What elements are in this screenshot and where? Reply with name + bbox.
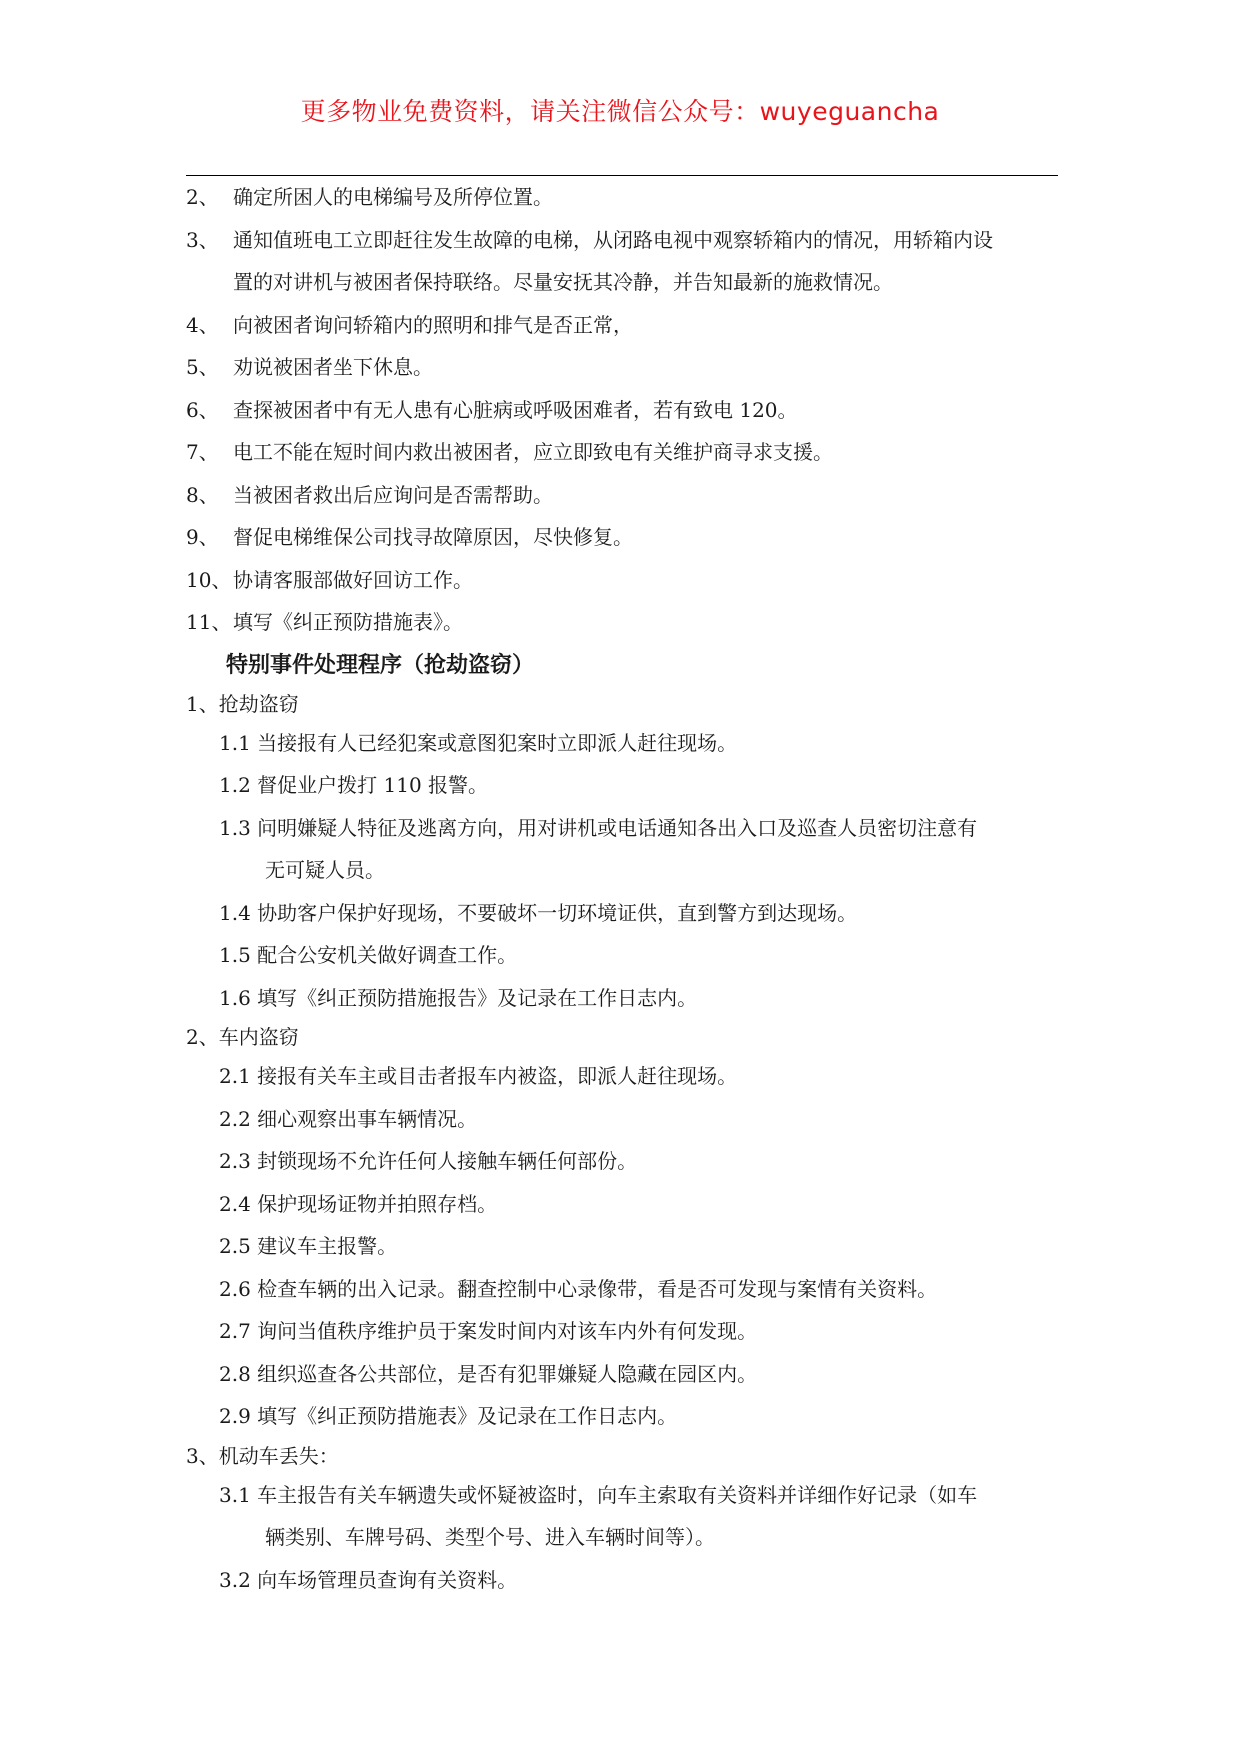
list-item bbox=[186, 431, 1058, 474]
sub-item: 1.4 协助客户保护好现场，不要破坏一切环境证供，直到警方到达现场。 bbox=[219, 900, 858, 925]
sub-item: 2.8 组织巡查各公共部位，是否有犯罪嫌疑人隐藏在园区内。 bbox=[219, 1361, 758, 1386]
list-item-number: 11、 bbox=[186, 610, 232, 634]
list-item-text: 劝说被困者坐下休息。 bbox=[233, 355, 433, 379]
list-item bbox=[186, 346, 1058, 389]
list-item-number: 2、 bbox=[186, 185, 219, 209]
sub-item: 2.7 询问当值秩序维护员于案发时间内对该车内外有何发现。 bbox=[219, 1319, 758, 1343]
list-item-number: 3、 bbox=[186, 227, 219, 252]
list-item-text: 向被困者询问轿箱内的照明和排气是否正常， bbox=[233, 312, 633, 337]
list-item-text: 填写《纠正预防措施表》。 bbox=[233, 610, 463, 634]
sub-item: 2.9 填写《纠正预防措施表》及记录在工作日志内。 bbox=[219, 1404, 678, 1428]
numbered-list bbox=[186, 176, 1058, 644]
list-item-number: 10、 bbox=[186, 567, 232, 592]
sub-item: 3.2 向车场管理员查询有关资料。 bbox=[219, 1567, 518, 1592]
sub-item: 1.3 问明嫌疑人特征及逃离方向，用对讲机或电话通知各出入口及巡查人员密切注意有 bbox=[219, 815, 978, 840]
section-title: 2、车内盗窃 bbox=[186, 1025, 299, 1049]
list-item bbox=[186, 304, 1058, 347]
list-item bbox=[186, 389, 1058, 432]
sub-item: 1.6 填写《纠正预防措施报告》及记录在工作日志内。 bbox=[219, 985, 698, 1010]
list-item bbox=[186, 601, 1058, 644]
section-title: 3、机动车丢失： bbox=[186, 1443, 339, 1468]
list-item-number: 6、 bbox=[186, 397, 219, 422]
document-body bbox=[186, 176, 1058, 1601]
sub-item: 2.5 建议车主报警。 bbox=[219, 1234, 398, 1258]
list-item-number: 5、 bbox=[186, 355, 219, 379]
sub-item: 2.4 保护现场证物并拍照存档。 bbox=[219, 1191, 498, 1216]
list-item-number: 9、 bbox=[186, 525, 219, 549]
list-item-number: 8、 bbox=[186, 482, 219, 507]
sub-item-continuation: 辆类别、车牌号码、类型个号、进入车辆时间等）。 bbox=[265, 1525, 715, 1549]
list-item-text: 通知值班电工立即赶往发生故障的电梯，从闭路电视中观察轿箱内的情况，用轿箱内设 bbox=[233, 227, 993, 252]
list-item bbox=[186, 219, 1058, 262]
list-item bbox=[186, 176, 1058, 219]
list-item-text: 确定所困人的电梯编号及所停位置。 bbox=[233, 185, 553, 209]
list-item bbox=[186, 516, 1058, 559]
sub-item: 2.2 细心观察出事车辆情况。 bbox=[219, 1106, 478, 1131]
list-item-number: 4、 bbox=[186, 312, 219, 337]
sub-item: 2.6 检查车辆的出入记录。翻查控制中心录像带，看是否可发现与案情有关资料。 bbox=[219, 1276, 938, 1301]
list-item-continuation: 置的对讲机与被困者保持联络。尽量安抚其冷静，并告知最新的施救情况。 bbox=[233, 270, 893, 294]
sub-item: 3.1 车主报告有关车辆遗失或怀疑被盗时，向车主索取有关资料并详细作好记录（如车 bbox=[219, 1482, 978, 1507]
sub-item: 2.1 接报有关车主或目击者报车内被盗，即派人赶往现场。 bbox=[219, 1064, 738, 1088]
list-item-text: 查探被困者中有无人患有心脏病或呼吸困难者，若有致电 120。 bbox=[233, 397, 798, 422]
section-heading: 特别事件处理程序（抢劫盗窃） bbox=[226, 652, 535, 678]
list-item bbox=[186, 559, 1058, 602]
procedure-sections bbox=[186, 686, 1058, 1602]
list-item-text: 督促电梯维保公司找寻故障原因，尽快修复。 bbox=[233, 525, 633, 549]
list-item bbox=[186, 474, 1058, 517]
sub-item: 1.5 配合公安机关做好调查工作。 bbox=[219, 943, 518, 967]
sub-item: 1.2 督促业户拨打 110 报警。 bbox=[219, 773, 489, 797]
section-title: 1、抢劫盗窃 bbox=[186, 691, 299, 716]
list-item-text: 协请客服部做好回访工作。 bbox=[233, 567, 473, 592]
promo-banner: 更多物业免费资料，请关注微信公众号：wuyeguancha bbox=[300, 97, 940, 126]
sub-item-continuation: 无可疑人员。 bbox=[265, 858, 385, 882]
list-item-number: 7、 bbox=[186, 440, 219, 464]
sub-item: 2.3 封锁现场不允许任何人接触车辆任何部份。 bbox=[219, 1149, 638, 1173]
list-item-text: 电工不能在短时间内救出被困者，应立即致电有关维护商寻求支援。 bbox=[233, 440, 833, 464]
sub-item: 1.1 当接报有人已经犯案或意图犯案时立即派人赶往现场。 bbox=[219, 730, 738, 755]
list-item-text: 当被困者救出后应询问是否需帮助。 bbox=[233, 482, 553, 507]
